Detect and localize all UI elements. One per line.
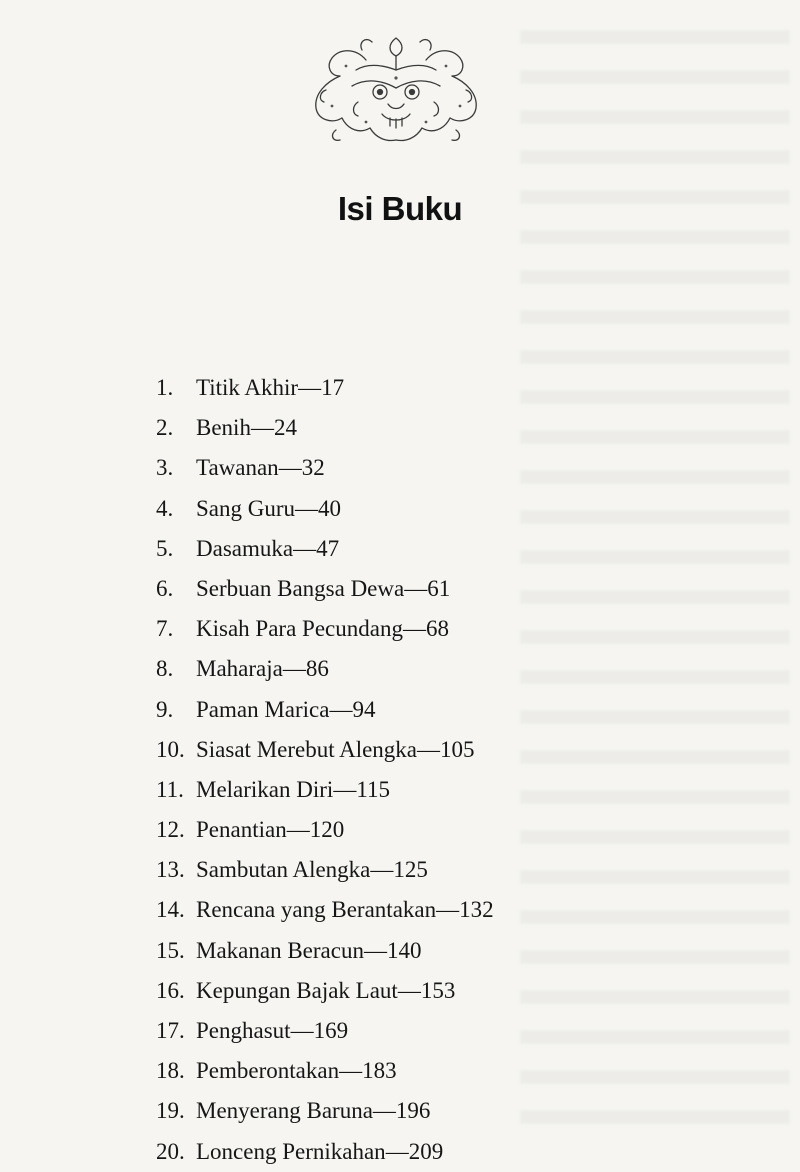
toc-item (156, 730, 716, 770)
toc-item-page-number: 40 (318, 495, 342, 521)
toc-item-title: Penghasut (196, 1018, 291, 1043)
toc-item-title: Serbuan Bangsa Dewa (196, 575, 405, 601)
toc-item (156, 649, 716, 689)
toc-item-number: 12. (156, 817, 185, 843)
toc-item-number: 5. (156, 535, 174, 561)
toc-item-separator: — (404, 575, 428, 601)
toc-item-page-number: 24 (273, 415, 297, 441)
toc-item-number: 17. (156, 1018, 185, 1043)
toc-item-entry (196, 931, 421, 971)
toc-item-entry (196, 1011, 348, 1051)
toc-item-separator: — (372, 1098, 396, 1124)
toc-item-separator: — (293, 535, 317, 561)
toc-item (156, 489, 716, 529)
toc-item-title: Sang Guru (196, 495, 296, 521)
toc-item (156, 609, 716, 649)
toc-item-separator: — (250, 415, 274, 441)
toc-item-title: Titik Akhir (196, 375, 299, 400)
toc-item-page-number: 153 (420, 977, 456, 1003)
page-title: Isi Buku (337, 190, 463, 227)
toc-item-entry (196, 770, 390, 810)
toc-item-separator: — (290, 1018, 314, 1043)
toc-item-number: 1. (156, 375, 174, 400)
toc-item-page-number: 140 (386, 937, 422, 963)
toc-item-separator: — (329, 696, 353, 722)
toc-item-title: Makanan Beracun (196, 937, 364, 963)
toc-item-number: 14. (156, 897, 185, 923)
toc-item (156, 1011, 716, 1051)
toc-item-number: 10. (156, 736, 185, 762)
toc-item-title: Pemberontakan (196, 1058, 340, 1084)
toc-item-entry (196, 529, 339, 569)
toc-item-separator: — (402, 616, 426, 642)
toc-item-separator: — (278, 455, 302, 481)
toc-item (156, 368, 716, 408)
toc-item-entry (196, 489, 341, 529)
toc-item-page-number: 120 (309, 817, 345, 843)
toc-item (156, 1132, 716, 1172)
toc-item-page-number: 115 (356, 776, 390, 802)
toc-item-entry (196, 448, 325, 488)
toc-item-entry (196, 649, 329, 689)
toc-item (156, 1051, 716, 1091)
toc-item (156, 529, 716, 569)
toc-item-page-number: 61 (427, 575, 451, 601)
toc-item-entry (196, 609, 449, 649)
toc-item-entry (196, 368, 344, 408)
toc-item-page-number: 183 (362, 1058, 397, 1084)
toc-item (156, 569, 716, 609)
toc-item-page-number: 125 (393, 857, 428, 883)
toc-item-entry (196, 1132, 443, 1172)
toc-item-title: Paman Marica (196, 696, 330, 722)
toc-item (156, 971, 716, 1011)
toc-item-title: Menyerang Baruna (196, 1098, 373, 1124)
toc-item-number: 2. (156, 415, 174, 441)
toc-item (156, 448, 716, 488)
toc-item-page-number: 68 (425, 616, 449, 642)
toc-item-separator: — (417, 736, 441, 762)
toc-item-title: Benih (196, 415, 251, 441)
toc-item (156, 850, 716, 890)
toc-item-number: 4. (156, 495, 174, 521)
toc-item-title: Penantian (196, 817, 287, 843)
toc-item-number: 16. (156, 977, 185, 1003)
toc-item-separator: — (333, 776, 357, 802)
toc-item-title: Sambutan Alengka (196, 857, 371, 883)
toc-item-title: Rencana yang Berantakan (196, 897, 437, 923)
toc-item-entry (196, 890, 494, 930)
toc-item-entry (196, 1091, 430, 1131)
toc-item (156, 690, 716, 730)
toc-item-page-number: 209 (408, 1138, 444, 1164)
toc-item-title: Siasat Merebut Alengka (196, 736, 418, 762)
toc-item-entry (196, 971, 455, 1011)
toc-item (156, 931, 716, 971)
toc-item-separator: — (370, 857, 394, 883)
toc-item-page-number: 47 (316, 535, 340, 561)
toc-item-title: Maharaja (196, 656, 283, 682)
toc-item-separator: — (282, 656, 306, 682)
toc-item-title: Lonceng Pernikahan (196, 1138, 386, 1164)
toc-item-separator: — (295, 495, 319, 521)
toc-item-title: Melarikan Diri (196, 776, 334, 802)
toc-item-number: 6. (156, 575, 174, 601)
toc-item-entry (196, 850, 428, 890)
toc-item-entry (196, 569, 450, 609)
toc-item-number: 11. (156, 776, 184, 802)
toc-item-page-number: 17 (321, 375, 345, 400)
toc-item-number: 18. (156, 1058, 185, 1084)
toc-item-title: Kisah Para Pecundang (196, 616, 403, 642)
toc-item-entry (196, 408, 297, 448)
toc-item-title: Kepungan Bajak Laut (196, 977, 398, 1003)
table-of-contents (156, 368, 716, 1172)
toc-item-title: Dasamuka (196, 535, 294, 561)
toc-item-page-number: 169 (313, 1018, 349, 1043)
toc-item-separator: — (436, 897, 460, 923)
toc-item-number: 8. (156, 656, 174, 682)
toc-item-separator: — (397, 977, 421, 1003)
toc-item-page-number: 132 (459, 897, 494, 923)
toc-item-number: 13. (156, 857, 185, 883)
toc-item-entry (196, 690, 375, 730)
wayang-ornament-icon (296, 30, 496, 150)
toc-item-entry (196, 730, 475, 770)
toc-item-separator: — (286, 817, 310, 843)
toc-item (156, 770, 716, 810)
toc-item-number: 20. (156, 1138, 185, 1164)
toc-item-entry (196, 810, 344, 850)
toc-item (156, 810, 716, 850)
toc-item-separator: — (363, 937, 387, 963)
toc-item-separator: — (298, 375, 322, 400)
toc-item-page-number: 196 (395, 1098, 431, 1124)
toc-item-page-number: 86 (305, 656, 329, 682)
toc-item-number: 19. (156, 1098, 185, 1124)
toc-item-title: Tawanan (196, 455, 279, 481)
toc-item-entry (196, 1051, 397, 1091)
toc-item (156, 408, 716, 448)
toc-item-separator: — (385, 1138, 409, 1164)
toc-item-number: 7. (156, 616, 174, 642)
toc-item-page-number: 94 (352, 696, 376, 722)
toc-item-number: 3. (156, 455, 174, 481)
toc-item (156, 890, 716, 930)
toc-item-page-number: 32 (301, 455, 325, 481)
toc-item-number: 15. (156, 937, 185, 963)
toc-item-separator: — (339, 1058, 363, 1084)
toc-item-number: 9. (156, 696, 174, 722)
toc-item-page-number: 105 (440, 736, 475, 762)
toc-item (156, 1091, 716, 1131)
